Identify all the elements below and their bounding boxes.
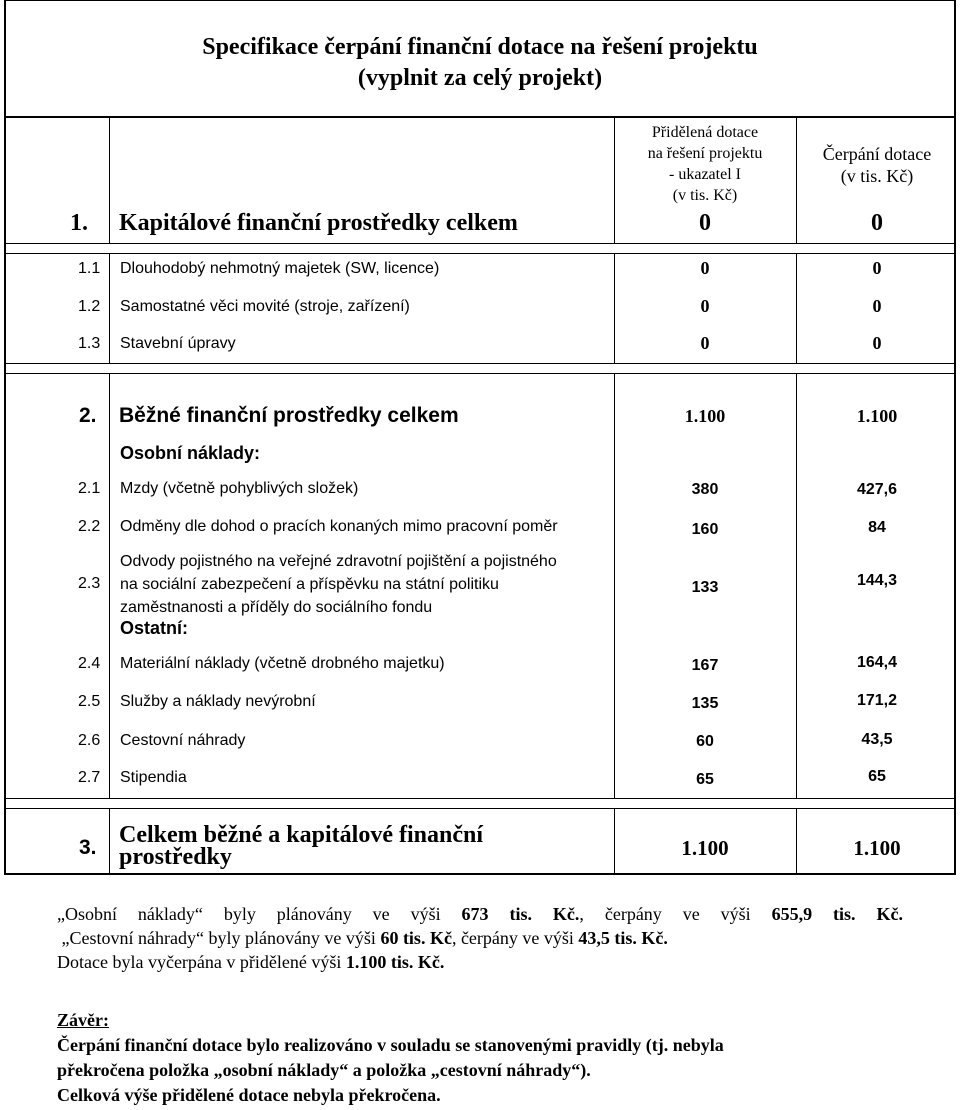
row-divider: [6, 253, 954, 254]
section1-allocated: 0: [699, 210, 711, 236]
conclusion-line: Čerpání finanční dotace bylo realizováno v souladu se stanovenými pravidly (tj. nebyla: [57, 1035, 724, 1055]
row-allocated: 0: [700, 258, 710, 278]
row-divider: [6, 808, 954, 809]
row-spent: 0: [872, 333, 882, 353]
row-label: Dlouhodobý nehmotný majetek (SW, licence): [120, 260, 440, 277]
row-divider: [6, 363, 954, 364]
subsidy-table: [4, 118, 956, 875]
header-spent: Čerpání dotace (v tis. Kč): [822, 144, 932, 186]
section2-spent: 1.100: [856, 406, 898, 426]
row-spent: 144,3: [856, 572, 898, 589]
row-spent: 0: [872, 296, 882, 316]
section3-label: Celkem běžné a kapitálové finanční prostředky: [119, 822, 483, 870]
col-divider: [109, 118, 110, 243]
row-spent: 43,5: [861, 731, 893, 748]
row-allocated: 380: [691, 481, 719, 498]
col-divider: [109, 808, 110, 873]
row-label: Mzdy (včetně pohyblivých složek): [120, 480, 359, 497]
row-spent: 427,6: [856, 481, 898, 498]
row-num: 2.1: [78, 480, 101, 497]
note-travel-costs: „Cestovní náhrady“ byly plánovány ve výši 60 tis. Kč, čerpány ve výši 43,5 tis. Kč.: [61, 928, 668, 948]
row-spent: 65: [868, 768, 886, 785]
conclusion-line: Celková výše přidělené dotace nebyla překročena.: [57, 1085, 441, 1105]
row-allocated: 160: [691, 521, 719, 538]
row-allocated: 0: [700, 333, 710, 353]
row-num: 2.4: [78, 655, 101, 672]
row-num: 2.7: [78, 769, 101, 786]
row-allocated: 60: [696, 733, 714, 750]
section3-spent: 1.100: [853, 836, 901, 860]
row-divider: [6, 798, 954, 799]
personal-costs-heading: Osobní náklady:: [120, 443, 261, 463]
row-allocated: 133: [691, 579, 719, 596]
row-allocated: 135: [691, 695, 719, 712]
row-label: Cestovní náhrady: [120, 732, 246, 749]
row-allocated: 65: [696, 771, 714, 788]
row-num: 1.1: [78, 260, 101, 277]
section2-allocated: 1.100: [684, 406, 726, 426]
section2-label: Běžné finanční prostředky celkem: [119, 404, 459, 427]
row-num: 2.2: [78, 518, 101, 535]
conclusion-line: překročena položka „osobní náklady“ a položka „cestovní náhrady“).: [57, 1060, 591, 1080]
row-label: Materiální náklady (včetně drobného majetku): [120, 655, 445, 672]
notes: [57, 902, 903, 974]
row-label: Stavební úpravy: [120, 335, 236, 352]
row-num: 2.6: [78, 732, 101, 749]
section1-num: 1.: [70, 210, 88, 236]
row-spent: 164,4: [856, 654, 898, 671]
col-divider: [109, 253, 110, 363]
section3-num: 3.: [79, 836, 97, 859]
row-divider: [6, 373, 954, 374]
row-spent: 171,2: [856, 692, 898, 709]
row-num: 2.3: [78, 575, 101, 592]
page-subtitle: (vyplnit za celý projekt): [357, 65, 603, 91]
section1-spent: 0: [871, 210, 883, 236]
row-num: 1.3: [78, 335, 101, 352]
note-personal-costs: „Osobní náklady“ byly plánovány ve výši 673 tis. Kč., čerpány ve výši 655,9 tis. Kč.: [57, 904, 903, 924]
section1-label: Kapitálové finanční prostředky celkem: [119, 210, 518, 236]
conclusion-heading: Závěr:: [57, 1010, 109, 1030]
row-spent: 0: [872, 258, 882, 278]
other-costs-heading: Ostatní:: [120, 618, 189, 638]
row-spent: 84: [868, 519, 886, 536]
section3-allocated: 1.100: [681, 836, 729, 860]
row-label: Stipendia: [120, 769, 187, 786]
row-label: Služby a náklady nevýrobní: [120, 693, 316, 710]
col-divider: [109, 373, 110, 798]
page-title: Specifikace čerpání finanční dotace na řešení projektu: [202, 34, 758, 60]
conclusion: [57, 1008, 907, 1108]
row-allocated: 0: [700, 296, 710, 316]
header-allocated: Přidělená dotace na řešení projektu - ukazatel I (v tis. Kč): [647, 124, 763, 204]
title-box: [4, 0, 956, 118]
row-allocated: 167: [691, 657, 719, 674]
row-num: 1.2: [78, 298, 101, 315]
row-label: Samostatné věci movité (stroje, zařízení): [120, 298, 410, 315]
row-label: Odvody pojistného na veřejné zdravotní pojištění a pojistného na sociální zabezpečení a příspěvku na státní politiku zaměstnanosti a příděly do sociálního fondu: [120, 553, 557, 616]
section2-num: 2.: [79, 404, 97, 427]
note-subsidy-spent: Dotace byla vyčerpána v přidělené výši 1.100 tis. Kč.: [57, 952, 445, 972]
row-divider: [6, 243, 954, 244]
row-num: 2.5: [78, 693, 101, 710]
row-label: Odměny dle dohod o pracích konaných mimo pracovní poměr: [120, 518, 558, 535]
